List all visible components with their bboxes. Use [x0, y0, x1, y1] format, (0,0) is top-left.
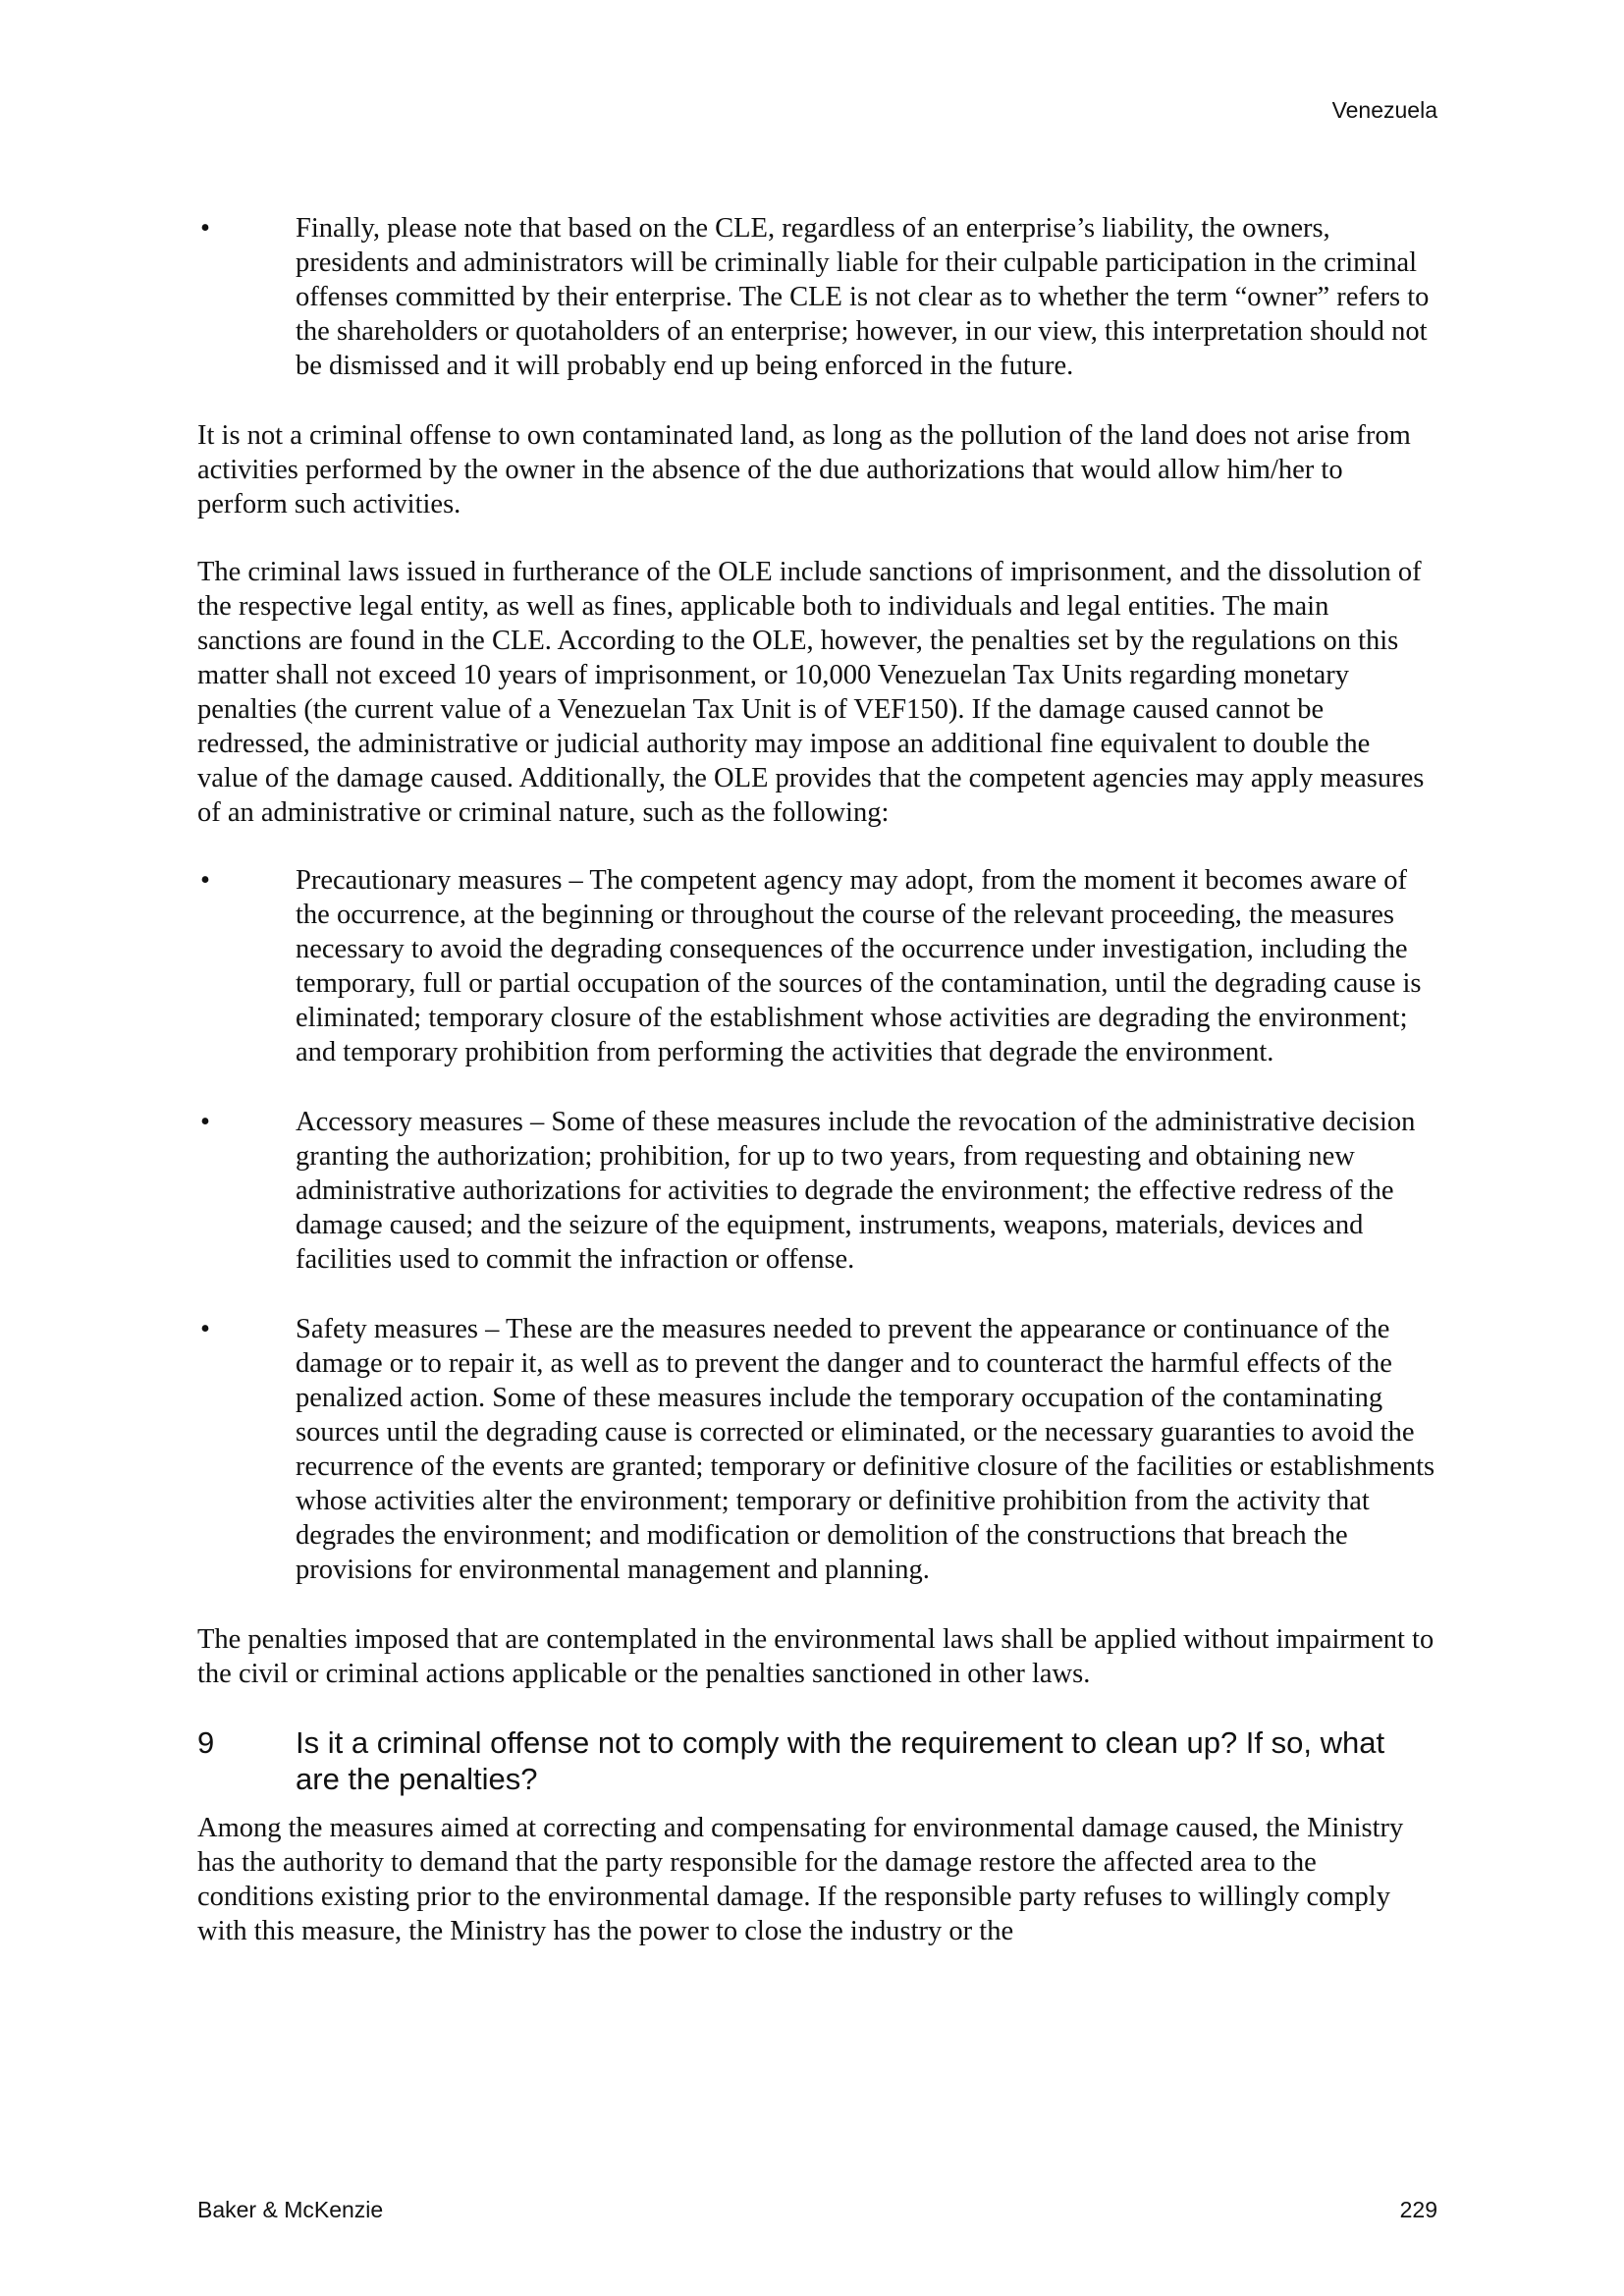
paragraph-cleanup-measures: Among the measures aimed at correcting and compensating for environmental damage caused, the Ministry has the authority to demand that the party responsible for the damage restore the affected area to the conditions existing prior to the environmental damage. If the responsible party refuses to willingly comply with this measure, the Ministry has the power to close the industry or the	[197, 1813, 1404, 1946]
page-body	[197, 211, 1436, 1982]
bullet-icon: •	[200, 213, 210, 244]
footer-page-number: 229	[1399, 2197, 1437, 2222]
bullet-item-owners-liability	[197, 211, 1436, 383]
footer-firm-name: Baker & McKenzie	[197, 2197, 384, 2222]
bullet-icon: •	[200, 865, 210, 896]
running-header-country: Venezuela	[1331, 97, 1437, 123]
bullet-item-accessory-measures	[197, 1105, 1436, 1277]
paragraph-contaminated-land: It is not a criminal offense to own contaminated land, as long as the pollution of the land does not arise from activities performed by the owner in the absence of the due authorizations that would allow him/her to perform such activities.	[197, 420, 1411, 519]
paragraph-criminal-sanctions: The criminal laws issued in furtherance of the OLE include sanctions of imprisonment, and the dissolution of the respective legal entity, as well as fines, applicable both to individuals and legal entities. The main sanctions are found in the CLE. According to the OLE, however, the penalties set by the regulations on this matter shall not exceed 10 years of imprisonment, or 10,000 Venezuelan Tax Units regarding monetary penalties (the current value of a Venezuelan Tax Unit is of VEF150). If the damage caused cannot be redressed, the administrative or judicial authority may impose an additional fine equivalent to double the value of the damage caused. Additionally, the OLE provides that the competent agencies may apply measures of an administrative or criminal nature, such as the following:	[197, 557, 1425, 828]
bullet-text: Safety measures – These are the measures needed to prevent the appearance or continuance of the damage or to repair it, as well as to prevent the danger and to counteract the harmful effects of the penalized action. Some of these measures include the temporary occupation of the contaminating sources until the degrading cause is corrected or eliminated, or the necessary guaranties to avoid the recurrence of the events are granted; temporary or definitive closure of the facilities or establishments whose activities alter the environment; temporary or definitive prohibition from the activity that degrades the environment; and modification or demolition of the constructions that breach the provisions for environmental management and planning.	[296, 1314, 1435, 1585]
bullet-item-safety-measures	[197, 1312, 1436, 1587]
bullet-text: Precautionary measures – The competent agency may adopt, from the moment it becomes aware of the occurrence, at the beginning or throughout the course of the relevant proceeding, the measures necessary to avoid the degrading consequences of the occurrence under investigation, including the temporary, full or partial occupation of the sources of the contamination, until the degrading cause is eliminated; temporary closure of the establishment whose activities are degrading the environment; and temporary prohibition from performing the activities that degrade the environment.	[296, 865, 1422, 1067]
bullet-text: Finally, please note that based on the CLE, regardless of an enterprise’s liability, the owners, presidents and administrators will be criminally liable for their culpable participation in the criminal offenses committed by their enterprise. The CLE is not clear as to whether the term “owner” refers to the shareholders or quotaholders of an enterprise; however, in our view, this interpretation should not be dismissed and it will probably end up being enforced in the future.	[296, 213, 1430, 381]
bullet-item-precautionary-measures	[197, 863, 1436, 1069]
bullet-icon: •	[200, 1107, 210, 1137]
question-heading	[197, 1724, 1436, 1797]
bullet-text: Accessory measures – Some of these measures include the revocation of the administrative decision granting the authorization; prohibition, for up to two years, from requesting and obtaining new administrative authorizations for activities to degrade the environment; the effective redress of the damage caused; and the seizure of the equipment, instruments, weapons, materials, devices and facilities used to commit the infraction or offense.	[296, 1107, 1416, 1275]
bullet-icon: •	[200, 1314, 210, 1344]
question-text: Is it a criminal offense not to comply with the requirement to clean up? If so, what are the penalties?	[296, 1725, 1385, 1796]
paragraph-penalties-applied: The penalties imposed that are contemplated in the environmental laws shall be applied without impairment to the civil or criminal actions applicable or the penalties sanctioned in other laws.	[197, 1624, 1435, 1689]
question-number: 9	[197, 1725, 215, 1760]
